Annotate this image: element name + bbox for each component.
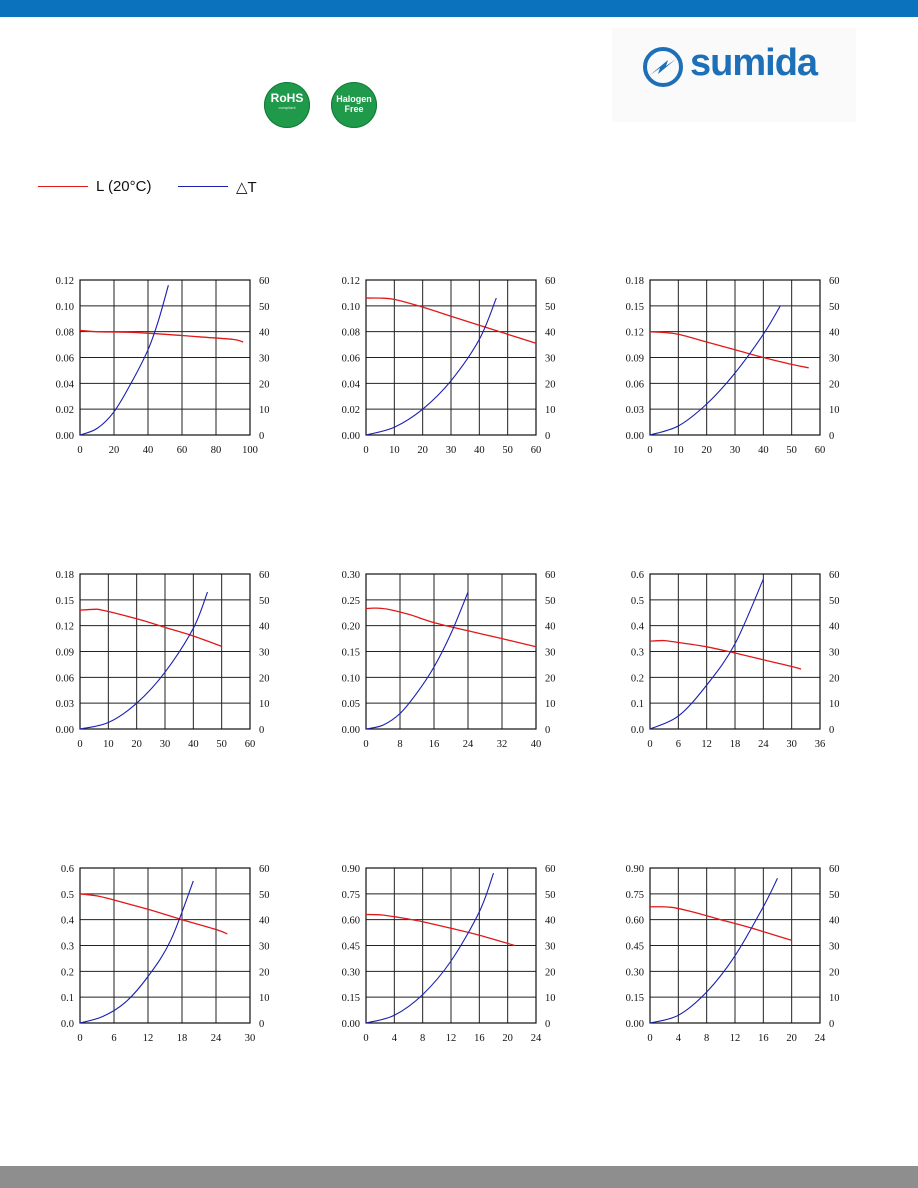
chart-7-svg: [30, 858, 270, 1054]
y2-tick-label: 0: [545, 725, 551, 736]
x-tick-label: 20: [502, 1033, 513, 1044]
y-tick-label: 0.00: [55, 725, 74, 736]
x-tick-label: 100: [242, 445, 258, 456]
brand-name: sumida: [690, 42, 818, 84]
y2-tick-label: 50: [259, 595, 270, 607]
y2-tick-label: 50: [829, 595, 840, 607]
x-tick-label: 0: [363, 445, 369, 456]
x-tick-label: 30: [159, 739, 171, 750]
y-tick-label: 0.15: [625, 993, 644, 1005]
inductance-line: [650, 641, 801, 670]
temperature-rise-line: [650, 878, 778, 1023]
chart-4: [30, 564, 270, 765]
x-tick-label: 30: [786, 739, 797, 750]
x-tick-label: 0: [77, 739, 83, 750]
x-tick-label: 32: [496, 739, 508, 750]
x-tick-label: 0: [363, 739, 369, 750]
y-tick-label: 0.06: [55, 353, 74, 365]
x-tick-label: 30: [244, 1033, 256, 1044]
chart-8: [316, 858, 556, 1059]
y2-tick-label: 60: [259, 276, 270, 287]
y-tick-label: 0.10: [55, 301, 74, 313]
chart-8-svg: [316, 858, 556, 1054]
x-tick-label: 50: [502, 445, 513, 456]
y2-tick-label: 50: [545, 301, 556, 313]
y-tick-label: 0.75: [625, 889, 644, 901]
inductance-line: [366, 915, 515, 946]
rohs-badge-title: RoHS: [270, 91, 304, 105]
rohs-badge: [264, 82, 310, 128]
x-tick-label: 0: [77, 445, 83, 456]
halogen-badge-line1: Halogen: [336, 94, 372, 104]
x-tick-label: 6: [111, 1033, 117, 1044]
y2-tick-label: 50: [545, 595, 556, 607]
y-tick-label: 0.06: [55, 673, 74, 685]
y-tick-label: 0.25: [341, 595, 360, 607]
chart-5: [316, 564, 556, 765]
top-header-bar: [0, 0, 918, 17]
y-tick-label: 0.09: [625, 353, 644, 365]
y2-tick-label: 10: [545, 993, 556, 1005]
halogen-badge-line2: Free: [344, 104, 364, 114]
legend-line-temperature-rise: [178, 186, 228, 187]
y-tick-label: 0.15: [341, 647, 360, 659]
y2-tick-label: 40: [259, 915, 270, 927]
y2-tick-label: 30: [259, 941, 270, 953]
y2-tick-label: 10: [259, 405, 270, 417]
y2-tick-label: 40: [545, 621, 556, 633]
y2-tick-label: 10: [829, 993, 840, 1005]
y-tick-label: 0.90: [625, 864, 644, 875]
rohs-badge-text: compliant: [278, 105, 296, 110]
x-tick-label: 50: [216, 739, 227, 750]
y-tick-label: 0.00: [341, 725, 360, 736]
y-tick-label: 0.15: [55, 595, 74, 607]
y-tick-label: 0.60: [625, 915, 644, 927]
y2-tick-label: 60: [259, 864, 270, 875]
y-tick-label: 0.00: [625, 431, 644, 442]
x-tick-label: 60: [176, 445, 188, 456]
x-tick-label: 12: [729, 1033, 741, 1044]
x-tick-label: 60: [530, 445, 542, 456]
y-tick-label: 0.10: [341, 301, 360, 313]
y2-tick-label: 0: [545, 1019, 551, 1030]
y-tick-label: 0.03: [55, 699, 74, 711]
x-tick-label: 80: [210, 445, 222, 456]
chart-7: [30, 858, 270, 1059]
x-tick-label: 60: [814, 445, 826, 456]
y-tick-label: 0.10: [341, 673, 360, 685]
y-tick-label: 0.09: [55, 647, 74, 659]
sumida-logo-icon: [642, 46, 684, 88]
y-tick-label: 0.08: [55, 327, 74, 339]
y2-tick-label: 60: [545, 570, 556, 581]
chart-6-svg: [600, 564, 840, 760]
y-tick-label: 0.5: [630, 595, 644, 607]
brand-logo: [612, 28, 856, 122]
y2-tick-label: 40: [259, 621, 270, 633]
y2-tick-label: 20: [545, 379, 556, 391]
y2-tick-label: 40: [545, 327, 556, 339]
y-tick-label: 0.00: [625, 1019, 644, 1030]
y2-tick-label: 30: [829, 353, 840, 365]
chart-5-svg: [316, 564, 556, 760]
y2-tick-label: 0: [545, 431, 551, 442]
y-tick-label: 0.08: [341, 327, 360, 339]
x-tick-label: 8: [420, 1033, 426, 1044]
legend-label-temperature-rise: △T: [236, 179, 257, 196]
y-tick-label: 0.4: [630, 621, 644, 633]
y2-tick-label: 60: [545, 276, 556, 287]
y2-tick-label: 0: [259, 431, 265, 442]
x-tick-label: 40: [530, 739, 542, 750]
x-tick-label: 0: [363, 1033, 369, 1044]
y-tick-label: 0.00: [55, 431, 74, 442]
x-tick-label: 40: [142, 445, 154, 456]
y2-tick-label: 0: [829, 725, 835, 736]
x-tick-label: 36: [814, 739, 826, 750]
x-tick-label: 8: [704, 1033, 710, 1044]
x-tick-label: 6: [675, 739, 681, 750]
y-tick-label: 0.12: [341, 276, 360, 287]
x-tick-label: 18: [729, 739, 741, 750]
y-tick-label: 0.15: [625, 301, 644, 313]
y-tick-label: 0.3: [630, 647, 644, 659]
x-tick-label: 12: [445, 1033, 457, 1044]
y2-tick-label: 60: [259, 570, 270, 581]
x-tick-label: 40: [474, 445, 485, 456]
y2-tick-label: 20: [545, 967, 556, 979]
y2-tick-label: 20: [829, 379, 840, 391]
temperature-rise-line: [366, 592, 468, 729]
y2-tick-label: 50: [829, 889, 840, 901]
x-tick-label: 4: [391, 1033, 397, 1044]
y2-tick-label: 20: [829, 673, 840, 685]
y2-tick-label: 30: [829, 941, 840, 953]
y-tick-label: 0.3: [60, 941, 74, 953]
y-tick-label: 0.30: [341, 967, 360, 979]
y2-tick-label: 40: [829, 621, 840, 633]
y-tick-label: 0.12: [55, 276, 74, 287]
x-tick-label: 0: [647, 739, 653, 750]
chart-1: [30, 270, 270, 471]
y2-tick-label: 30: [829, 647, 840, 659]
y-tick-label: 0.12: [625, 327, 644, 339]
y-tick-label: 0.06: [625, 379, 644, 391]
x-tick-label: 16: [474, 1033, 485, 1044]
y2-tick-label: 30: [259, 353, 270, 365]
inductance-line: [650, 907, 792, 941]
y2-tick-label: 10: [259, 993, 270, 1005]
y2-tick-label: 30: [259, 647, 270, 659]
y-tick-label: 0.4: [60, 915, 74, 927]
y2-tick-label: 0: [829, 431, 835, 442]
x-tick-label: 4: [675, 1033, 681, 1044]
x-tick-label: 18: [176, 1033, 188, 1044]
x-tick-label: 16: [758, 1033, 769, 1044]
x-tick-label: 10: [103, 739, 114, 750]
y-tick-label: 0.6: [60, 864, 74, 875]
y2-tick-label: 20: [259, 379, 270, 391]
y-tick-label: 0.03: [625, 405, 644, 417]
temperature-rise-line: [366, 298, 496, 435]
y-tick-label: 0.02: [55, 405, 74, 417]
y-tick-label: 0.75: [341, 889, 360, 901]
inductance-line: [80, 894, 227, 934]
y2-tick-label: 30: [545, 353, 556, 365]
x-tick-label: 30: [729, 445, 741, 456]
y2-tick-label: 20: [259, 967, 270, 979]
x-tick-label: 24: [814, 1033, 826, 1044]
chart-1-svg: [30, 270, 270, 466]
y-tick-label: 0.20: [341, 621, 360, 633]
y-tick-label: 0.90: [341, 864, 360, 875]
x-tick-label: 20: [131, 739, 142, 750]
y-tick-label: 0.2: [60, 967, 74, 979]
y-tick-label: 0.05: [341, 699, 360, 711]
y2-tick-label: 40: [545, 915, 556, 927]
y-tick-label: 0.30: [341, 570, 360, 581]
temperature-rise-line: [650, 306, 780, 435]
y-tick-label: 0.0: [60, 1019, 74, 1030]
y2-tick-label: 20: [259, 673, 270, 685]
y2-tick-label: 0: [259, 1019, 265, 1030]
x-tick-label: 0: [77, 1033, 83, 1044]
x-tick-label: 40: [758, 445, 769, 456]
y-tick-label: 0.45: [341, 941, 360, 953]
x-tick-label: 12: [142, 1033, 154, 1044]
y-tick-label: 0.06: [341, 353, 360, 365]
chart-9: [600, 858, 840, 1059]
y2-tick-label: 50: [259, 889, 270, 901]
y2-tick-label: 20: [545, 673, 556, 685]
y-tick-label: 0.15: [341, 993, 360, 1005]
halogen-free-badge: [331, 82, 377, 128]
x-tick-label: 20: [417, 445, 428, 456]
x-tick-label: 8: [397, 739, 403, 750]
y2-tick-label: 10: [829, 405, 840, 417]
inductance-line: [80, 609, 222, 646]
y-tick-label: 0.0: [630, 725, 644, 736]
y-tick-label: 0.12: [55, 621, 74, 633]
y-tick-label: 0.18: [55, 570, 74, 581]
x-tick-label: 12: [701, 739, 712, 750]
inductance-line: [650, 332, 809, 368]
temperature-rise-line: [366, 873, 494, 1023]
legend-line-inductance: [38, 186, 88, 187]
y2-tick-label: 40: [259, 327, 270, 339]
x-tick-label: 50: [786, 445, 797, 456]
y2-tick-label: 60: [545, 864, 556, 875]
y2-tick-label: 0: [259, 725, 265, 736]
x-tick-label: 0: [647, 445, 653, 456]
temperature-rise-line: [80, 592, 208, 729]
x-tick-label: 20: [108, 445, 120, 456]
chart-2: [316, 270, 556, 471]
y2-tick-label: 50: [545, 889, 556, 901]
x-tick-label: 30: [445, 445, 457, 456]
y2-tick-label: 60: [829, 570, 840, 581]
inductance-line: [366, 608, 536, 647]
y-tick-label: 0.30: [625, 967, 644, 979]
y-tick-label: 0.04: [341, 379, 360, 391]
temperature-rise-line: [80, 881, 193, 1023]
y2-tick-label: 30: [545, 941, 556, 953]
y2-tick-label: 50: [259, 301, 270, 313]
x-tick-label: 20: [701, 445, 712, 456]
y2-tick-label: 10: [829, 699, 840, 711]
chart-4-svg: [30, 564, 270, 760]
y-tick-label: 0.1: [630, 699, 644, 711]
bottom-footer-bar: [0, 1166, 918, 1188]
y2-tick-label: 0: [829, 1019, 835, 1030]
legend-label-inductance: L (20°C): [96, 178, 152, 195]
x-tick-label: 0: [647, 1033, 653, 1044]
chart-6: [600, 564, 840, 765]
y2-tick-label: 60: [829, 276, 840, 287]
x-tick-label: 10: [389, 445, 400, 456]
y-tick-label: 0.6: [630, 570, 644, 581]
y2-tick-label: 10: [545, 699, 556, 711]
y2-tick-label: 50: [829, 301, 840, 313]
chart-2-svg: [316, 270, 556, 466]
y2-tick-label: 20: [829, 967, 840, 979]
y-tick-label: 0.5: [60, 889, 74, 901]
y2-tick-label: 60: [829, 864, 840, 875]
x-tick-label: 60: [244, 739, 256, 750]
chart-3-svg: [600, 270, 840, 466]
temperature-rise-line: [80, 285, 168, 435]
y-tick-label: 0.00: [341, 1019, 360, 1030]
x-tick-label: 16: [428, 739, 440, 750]
y2-tick-label: 10: [259, 699, 270, 711]
y-tick-label: 0.1: [60, 993, 74, 1005]
y-tick-label: 0.45: [625, 941, 644, 953]
chart-3: [600, 270, 840, 471]
y-tick-label: 0.02: [341, 405, 360, 417]
x-tick-label: 20: [786, 1033, 797, 1044]
y2-tick-label: 40: [829, 327, 840, 339]
x-tick-label: 24: [462, 739, 474, 750]
y-tick-label: 0.04: [55, 379, 74, 391]
x-tick-label: 40: [188, 739, 199, 750]
x-tick-label: 24: [530, 1033, 542, 1044]
y-tick-label: 0.60: [341, 915, 360, 927]
y-tick-label: 0.2: [630, 673, 644, 685]
y-tick-label: 0.00: [341, 431, 360, 442]
x-tick-label: 24: [758, 739, 769, 750]
y2-tick-label: 40: [829, 915, 840, 927]
chart-9-svg: [600, 858, 840, 1054]
x-tick-label: 10: [673, 445, 684, 456]
y2-tick-label: 10: [545, 405, 556, 417]
x-tick-label: 24: [210, 1033, 222, 1044]
y-tick-label: 0.18: [625, 276, 644, 287]
y2-tick-label: 30: [545, 647, 556, 659]
